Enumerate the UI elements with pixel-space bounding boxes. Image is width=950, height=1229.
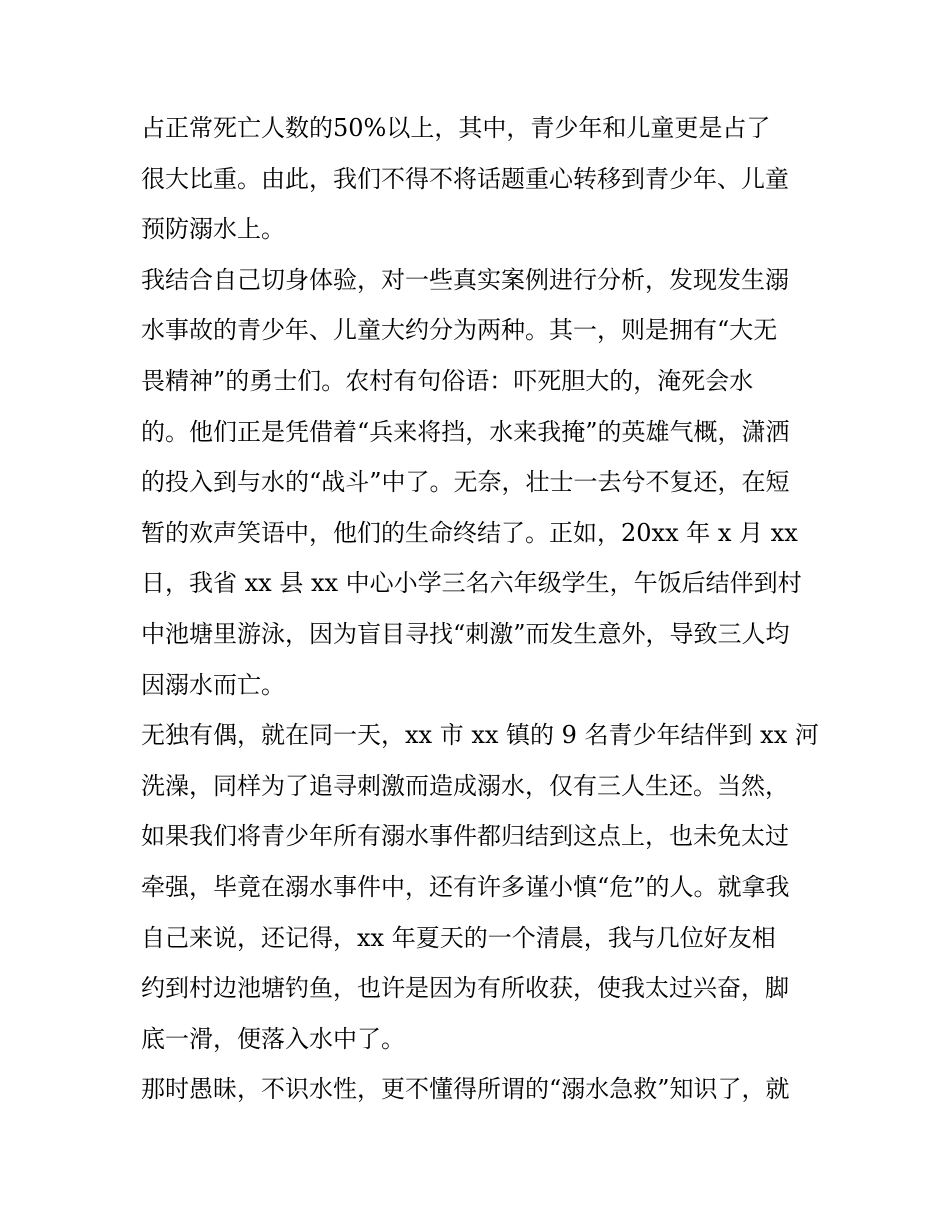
text-line: 的投入到与水的“战斗”中了。无奈，壮士一去兮不复还，在短 bbox=[141, 468, 790, 497]
text-line: 洗澡，同样为了追寻刺激而造成溺水，仅有三人生还。当然， bbox=[141, 771, 789, 800]
text-line: 因溺水而亡。 bbox=[141, 670, 285, 699]
text-line: 预防溺水上。 bbox=[141, 215, 285, 244]
body-text bbox=[141, 103, 821, 1115]
text-line: 自己来说，还记得，xx 年夏天的一个清晨，我与几位好友相 bbox=[141, 923, 776, 952]
text-line: 如果我们将青少年所有溺水事件都归结到这点上，也未免太过 bbox=[141, 822, 789, 851]
text-line: 牵强，毕竟在溺水事件中，还有许多谨小慎“危”的人。就拿我 bbox=[141, 872, 790, 901]
text-line: 暂的欢声笑语中，他们的生命终结了。正如，20xx 年 x 月 xx bbox=[141, 518, 798, 547]
text-line: 日，我省 xx 县 xx 中心小学三名六年级学生，午饭后结伴到村 bbox=[141, 569, 802, 598]
text-line: 畏精神”的勇士们。农村有句俗语：吓死胆大的，淹死会水 bbox=[141, 366, 754, 395]
text-line: 约到村边池塘钓鱼，也许是因为有所收获，使我太过兴奋，脚 bbox=[141, 974, 789, 1003]
text-line: 我结合自己切身体验，对一些真实案例进行分析，发现发生溺 bbox=[141, 265, 789, 294]
text-line: 的。他们正是凭借着“兵来将挡，水来我掩”的英雄气概，潇洒 bbox=[141, 417, 790, 446]
text-line: 占正常死亡人数的50%以上，其中，青少年和儿童更是占了 bbox=[141, 114, 771, 142]
text-line: 底一滑，便落入水中了。 bbox=[141, 1024, 405, 1053]
text-line: 水事故的青少年、儿童大约分为两种。其一，则是拥有“大无 bbox=[141, 316, 778, 345]
text-line: 很大比重。由此，我们不得不将话题重心转移到青少年、儿童 bbox=[141, 164, 789, 193]
text-line: 无独有偶，就在同一天，xx 市 xx 镇的 9 名青少年结伴到 xx 河 bbox=[141, 721, 819, 750]
text-line: 中池塘里游泳，因为盲目寻找“刺激”而发生意外，导致三人均 bbox=[141, 619, 790, 648]
text-line: 那时愚昧，不识水性，更不懂得所谓的“溺水急救”知识了，就 bbox=[141, 1075, 790, 1104]
